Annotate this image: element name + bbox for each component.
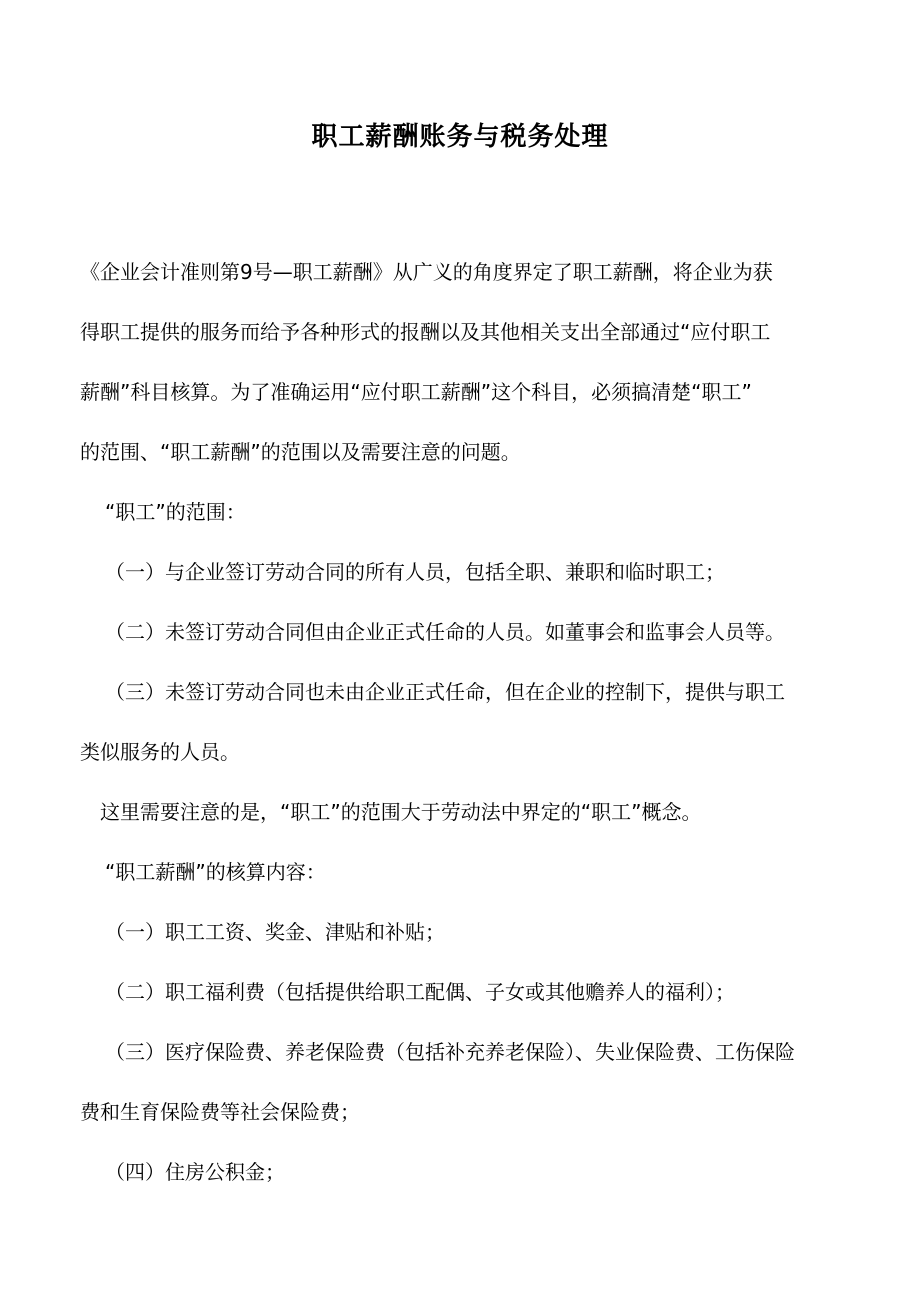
pay-content-heading-text: “职工薪酬”的核算内容： xyxy=(105,860,326,884)
staff-scope-heading-text: “职工”的范围： xyxy=(105,500,246,524)
staff-note xyxy=(100,797,865,827)
staff-item-3 xyxy=(80,677,845,767)
pay-item-4-text: （四）住房公积金； xyxy=(105,1160,285,1184)
staff-note-text: 这里需要注意的是，“职工”的范围大于劳动法中界定的“职工”概念。 xyxy=(100,800,702,824)
pay-item-2 xyxy=(105,977,870,1007)
staff-item-3-line: （三）未签订劳动合同也未由企业正式任命，但在企业的控制下，提供与职工 xyxy=(105,680,785,704)
staff-item-1 xyxy=(105,557,870,587)
staff-scope-heading xyxy=(105,497,870,527)
pay-item-4 xyxy=(105,1157,870,1187)
staff-item-2-text: （二）未签订劳动合同但由企业正式任命的人员。如董事会和监事会人员等。 xyxy=(105,620,785,644)
staff-item-2 xyxy=(105,617,870,647)
intro-line: 得职工提供的服务而给予各种形式的报酬以及其他相关支出全部通过“应付职工 xyxy=(80,320,771,344)
pay-item-1-text: （一）职工工资、奖金、津贴和补贴； xyxy=(105,920,445,944)
intro-line: 的范围、“职工薪酬”的范围以及需要注意的问题。 xyxy=(80,440,521,464)
pay-item-3 xyxy=(80,1037,845,1127)
staff-item-3-line: 类似服务的人员。 xyxy=(80,740,240,764)
staff-item-1-text: （一）与企业签订劳动合同的所有人员，包括全职、兼职和临时职工； xyxy=(105,560,725,584)
document-title: 职工薪酬账务与税务处理 xyxy=(311,122,609,152)
pay-content-heading xyxy=(105,857,870,887)
pay-item-1 xyxy=(105,917,870,947)
intro-line: 《企业会计准则第9号—职工薪酬》从广义的角度界定了职工薪酬，将企业为获 xyxy=(80,260,773,284)
intro-line: 薪酬”科目核算。为了准确运用“应付职工薪酬”这个科目，必须搞清楚“职工” xyxy=(80,380,752,404)
intro-paragraph xyxy=(80,257,845,497)
pay-item-2-text: （二）职工福利费（包括提供给职工配偶、子女或其他赡养人的福利）； xyxy=(105,980,735,1004)
pay-item-3-line: （三）医疗保险费、养老保险费（包括补充养老保险）、失业保险费、工伤保险 xyxy=(105,1040,795,1064)
pay-item-3-line: 费和生育保险费等社会保险费； xyxy=(80,1100,360,1124)
